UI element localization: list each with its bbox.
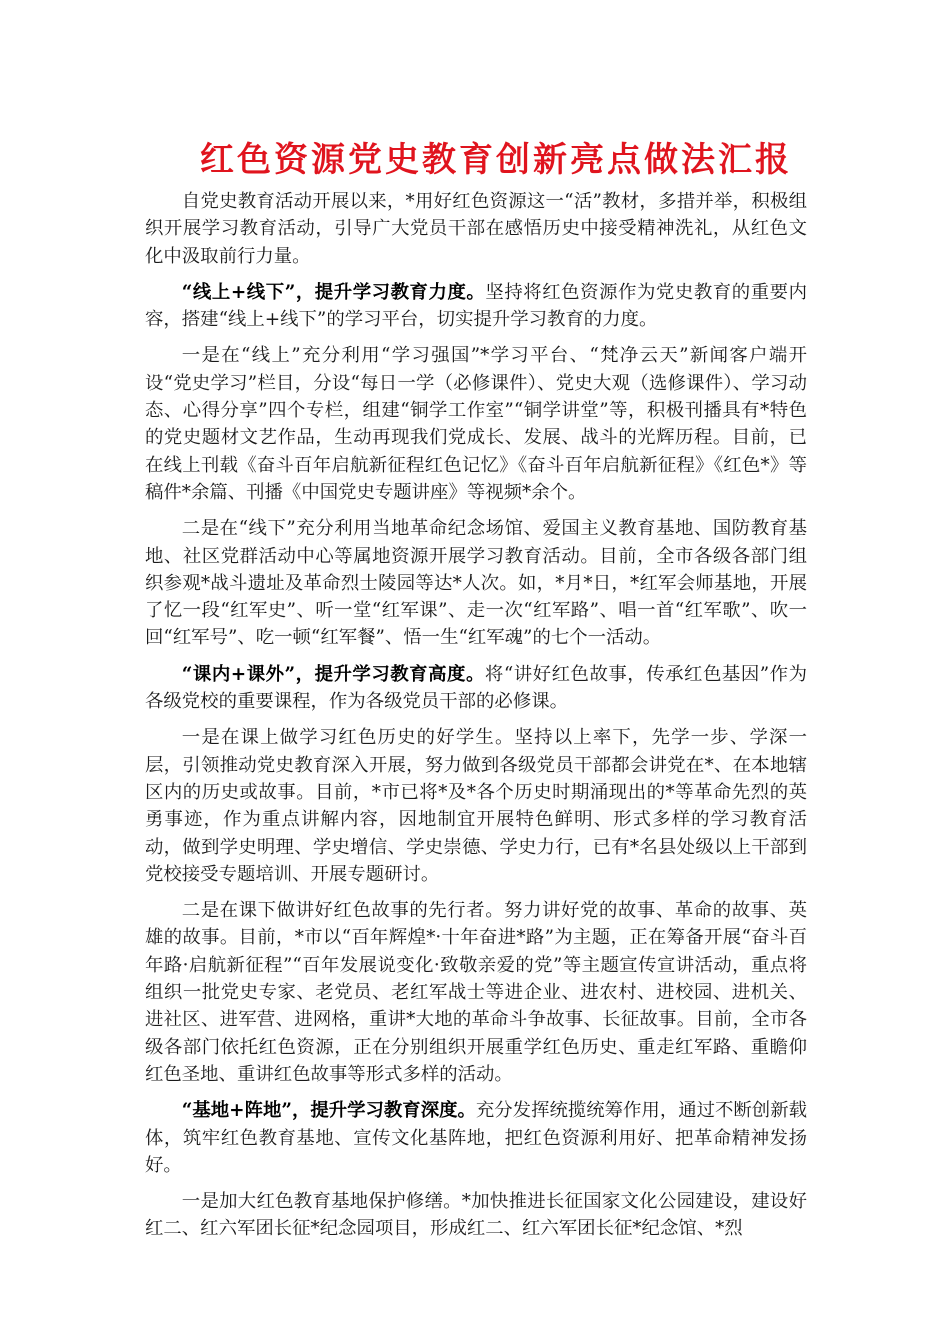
paragraph-text: 将“讲好红色故事，传承红色基因”作为各级党校的重要课程，作为各级党员干部的必修课。 [145, 663, 807, 713]
paragraph-text: 充分发挥统揽统筹作用，通过不断创新载体，筑牢红色教育基地、宣传文化基阵地，把红色资源利用好、把革命精神发扬好。 [145, 1100, 807, 1176]
paragraph-section-in-class-after-class [145, 661, 807, 716]
paragraph-section-online-offline [145, 279, 807, 334]
paragraph-online [145, 342, 807, 506]
paragraph-lead: “线上+线下”，提升学习教育力度。 [181, 281, 486, 303]
paragraph-lead: “基地+阵地”，提升学习教育深度。 [181, 1100, 476, 1122]
paragraph-base-protection [145, 1188, 807, 1243]
paragraph-section-base-position [145, 1097, 807, 1179]
paragraph-text: 自党史教育活动开展以来，*用好红色资源这一“活”教材，多措并举，积极组织开展学习教育活动，引导广大党员干部在感悟历史中接受精神洗礼，从红色文化中汲取前行力量。 [145, 191, 807, 267]
paragraph-lead: “课内+课外”，提升学习教育高度。 [181, 663, 485, 685]
paragraph-text: 一是在“线上”充分利用“学习强国”*学习平台、“梵净云天”新闻客户端开设“党史学习”栏目，分设“每日一学（必修课件）、党史大观（选修课件）、学习动态、心得分享”四个专栏，组建“铜学工作室”“铜学讲堂”等，积极刊播具有*特色的党史题材文艺作品，生动再现我们党成长、发展、战斗的光辉历程。目前，已在线上刊载《奋斗百年启航新征程红色记忆》《奋斗百年启航新征程》《红色*》等稿件*余篇、刊播《中国党史专题讲座》等视频*余个。 [145, 345, 807, 503]
paragraph-text: 二是在课下做讲好红色故事的先行者。努力讲好党的故事、革命的故事、英雄的故事。目前，*市以“百年辉煌*·十年奋进*路”为主题，正在筹备开展“奋斗百年路·启航新征程”“百年发展说变化·致敬亲爱的党”等主题宣传宣讲活动，重点将组织一批党史专家、老党员、老红军战士等进企业、进农村、进校园、进机关、进社区、进军营、进网格，重讲*大地的革命斗争故事、长征故事。目前，全市各级各部门依托红色资源，正在分别组织开展重学红色历史、重走红军路、重瞻仰红色圣地、重讲红色故事等形式多样的活动。 [145, 900, 807, 1085]
document-page [145, 138, 807, 1252]
paragraph-offline [145, 515, 807, 651]
paragraph-after-class [145, 897, 807, 1088]
paragraph-text: 一是在课上做学习红色历史的好学生。坚持以上率下，先学一步、学深一层，引领推动党史教育深入开展，努力做到各级党员干部都会讲党在*、在本地辖区内的历史或故事。目前，*市已将*及*各个历史时期涌现出的*等革命先烈的英勇事迹，作为重点讲解内容，因地制宜开展特色鲜明、形式多样的学习教育活动，做到学史明理、学史增信、学史崇德、学史力行，已有*名县处级以上干部到党校接受专题培训、开展专题研讨。 [145, 727, 807, 885]
paragraph-text: 坚持将红色资源作为党史教育的重要内容，搭建“线上+线下”的学习平台，切实提升学习教育的力度。 [145, 281, 807, 331]
paragraph-text: 一是加大红色教育基地保护修缮。*加快推进长征国家文化公园建设，建设好红二、红六军团长征*纪念园项目，形成红二、红六军团长征*纪念馆、*烈 [145, 1191, 807, 1240]
paragraph-intro [145, 188, 807, 270]
page-title: 红色资源党史教育创新亮点做法汇报 [200, 140, 792, 180]
paragraph-text: 二是在“线下”充分利用当地革命纪念场馆、爱国主义教育基地、国防教育基地、社区党群活动中心等属地资源开展学习教育活动。目前，全市各级各部门组织参观*战斗遗址及革命烈士陵园等达*人次。如，*月*日，*红军会师基地，开展了忆一段“红军史”、听一堂“红军课”、走一次“红军路”、唱一首“红军歌”、吹一回“红军号”、吃一顿“红军餐”、悟一生“红军魂”的七个一活动。 [145, 518, 807, 649]
paragraph-in-class [145, 724, 807, 888]
